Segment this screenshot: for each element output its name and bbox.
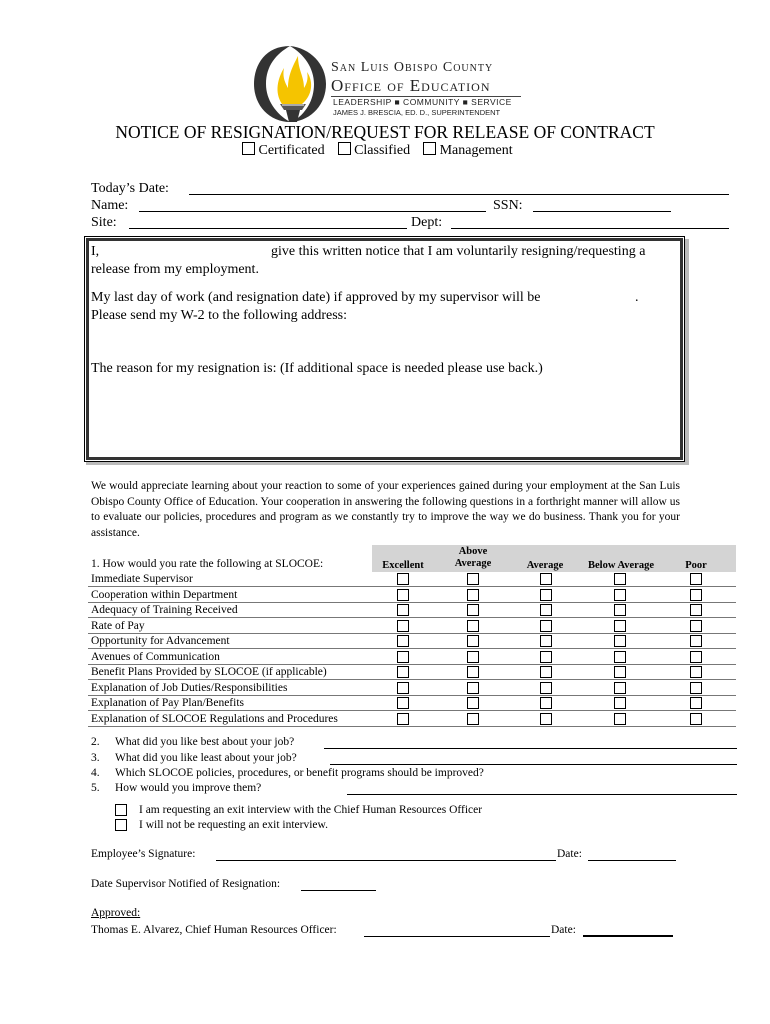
rating-item-label: Explanation of Job Duties/Responsibilities bbox=[91, 681, 288, 694]
rating-checkbox[interactable] bbox=[690, 604, 702, 616]
classified-label: Classified bbox=[354, 143, 411, 158]
col-above-average: Above Average bbox=[454, 546, 492, 569]
rating-checkbox[interactable] bbox=[467, 651, 479, 663]
rating-checkbox[interactable] bbox=[467, 620, 479, 632]
rating-checkbox[interactable] bbox=[540, 589, 552, 601]
rating-checkbox[interactable] bbox=[397, 620, 409, 632]
question-2-num: 2. bbox=[91, 736, 100, 748]
rating-checkbox[interactable] bbox=[540, 666, 552, 678]
site-label: Site: bbox=[91, 215, 117, 230]
rating-checkbox[interactable] bbox=[397, 713, 409, 725]
question-4-text: Which SLOCOE policies, procedures, or benefit programs should be improved? bbox=[115, 767, 484, 779]
notice-i-label: I, bbox=[91, 244, 100, 259]
question-5-num: 5. bbox=[91, 782, 100, 794]
rating-checkbox[interactable] bbox=[690, 682, 702, 694]
rating-checkbox[interactable] bbox=[397, 635, 409, 647]
rating-checkbox[interactable] bbox=[614, 589, 626, 601]
logo-line2: Office of Education bbox=[331, 76, 491, 95]
question-3-answer[interactable] bbox=[330, 764, 737, 765]
rating-checkbox[interactable] bbox=[614, 635, 626, 647]
rating-checkbox[interactable] bbox=[690, 697, 702, 709]
rating-checkbox[interactable] bbox=[614, 651, 626, 663]
management-checkbox[interactable] bbox=[423, 142, 436, 155]
classified-checkbox[interactable] bbox=[338, 142, 351, 155]
officer-date-label: Date: bbox=[551, 924, 576, 936]
last-day-period: . bbox=[635, 290, 639, 305]
ssn-field[interactable] bbox=[533, 211, 671, 212]
todays-date-label: Today’s Date: bbox=[91, 181, 169, 196]
col-excellent: Excellent bbox=[382, 560, 424, 571]
rating-checkbox[interactable] bbox=[614, 573, 626, 585]
rating-checkbox[interactable] bbox=[397, 651, 409, 663]
col-poor: Poor bbox=[685, 560, 707, 571]
officer-date-field[interactable] bbox=[583, 935, 673, 937]
rating-checkbox[interactable] bbox=[540, 697, 552, 709]
signature-date-label: Date: bbox=[557, 848, 582, 860]
torch-flame-icon bbox=[252, 44, 328, 124]
rating-checkbox[interactable] bbox=[540, 651, 552, 663]
logo-tagline: LEADERSHIP ■ COMMUNITY ■ SERVICE bbox=[333, 97, 512, 107]
rating-checkbox[interactable] bbox=[540, 573, 552, 585]
site-field[interactable] bbox=[129, 228, 407, 229]
name-label: Name: bbox=[91, 198, 129, 213]
rating-checkbox[interactable] bbox=[614, 713, 626, 725]
supervisor-notified-field[interactable] bbox=[301, 890, 376, 891]
rating-item-label: Explanation of SLOCOE Regulations and Procedures bbox=[91, 712, 338, 725]
rating-checkbox[interactable] bbox=[467, 713, 479, 725]
rating-checkbox[interactable] bbox=[690, 713, 702, 725]
exit-decline-checkbox[interactable] bbox=[115, 819, 127, 831]
rating-checkbox[interactable] bbox=[467, 666, 479, 678]
w2-text: Please send my W-2 to the following address: bbox=[91, 308, 347, 323]
signature-label: Employee’s Signature: bbox=[91, 848, 196, 860]
rating-checkbox[interactable] bbox=[467, 697, 479, 709]
rating-checkbox[interactable] bbox=[467, 635, 479, 647]
rating-checkbox[interactable] bbox=[540, 635, 552, 647]
certificated-label: Certificated bbox=[258, 143, 325, 158]
col-below-average: Below Average bbox=[588, 560, 654, 571]
rating-checkbox[interactable] bbox=[540, 620, 552, 632]
category-row bbox=[242, 142, 513, 160]
reason-text: The reason for my resignation is: (If additional space is needed please use back.) bbox=[91, 361, 543, 376]
rating-item-label: Avenues of Communication bbox=[91, 650, 220, 663]
col-average: Average bbox=[526, 560, 564, 571]
rating-item-label: Explanation of Pay Plan/Benefits bbox=[91, 697, 244, 709]
signature-date-field[interactable] bbox=[588, 860, 676, 861]
approved-label: Approved: bbox=[91, 907, 141, 919]
question-2-text: What did you like best about your job? bbox=[115, 736, 295, 748]
question-5-text: How would you improve them? bbox=[115, 782, 262, 794]
rating-checkbox[interactable] bbox=[397, 682, 409, 694]
rating-checkbox[interactable] bbox=[614, 697, 626, 709]
logo-line1: San Luis Obispo County bbox=[331, 60, 494, 75]
intro-paragraph: We would appreciate learning about your reaction to some of your experiences gained during your employment at the San Luis Obispo County Office of Education. Your cooperation in answering the following questions in a forthright manner will allow us to evaluate our policies, procedures and program as we constantly try to improve the way we do business. Thank you for your assistance. bbox=[91, 480, 680, 539]
rating-checkbox[interactable] bbox=[614, 682, 626, 694]
management-label: Management bbox=[439, 143, 513, 158]
notice-box-shadow bbox=[86, 462, 689, 465]
rating-item-label: Cooperation within Department bbox=[91, 588, 238, 601]
officer-signature-field[interactable] bbox=[364, 936, 550, 937]
rating-checkbox[interactable] bbox=[690, 589, 702, 601]
ssn-label: SSN: bbox=[493, 198, 523, 213]
notice-line2: release from my employment. bbox=[91, 262, 259, 277]
question-3-num: 3. bbox=[91, 752, 100, 764]
rating-checkbox[interactable] bbox=[467, 604, 479, 616]
rating-checkbox[interactable] bbox=[614, 620, 626, 632]
rating-row-divider bbox=[88, 726, 736, 727]
exit-request-label: I am requesting an exit interview with the Chief Human Resources Officer bbox=[139, 804, 483, 816]
rating-checkbox[interactable] bbox=[397, 666, 409, 678]
rating-checkbox[interactable] bbox=[397, 697, 409, 709]
dept-field[interactable] bbox=[451, 228, 729, 229]
notice-line1: give this written notice that I am voluntarily resigning/requesting a bbox=[271, 244, 646, 259]
rating-checkbox[interactable] bbox=[690, 635, 702, 647]
todays-date-field[interactable] bbox=[189, 194, 729, 195]
rating-checkbox[interactable] bbox=[540, 682, 552, 694]
rating-checkbox[interactable] bbox=[540, 713, 552, 725]
dept-label: Dept: bbox=[411, 215, 443, 230]
rating-checkbox[interactable] bbox=[467, 589, 479, 601]
logo-superintendent: JAMES J. BRESCIA, ED. D., SUPERINTENDENT bbox=[333, 108, 501, 117]
rating-item-label: Opportunity for Advancement bbox=[91, 635, 230, 647]
rating-question: 1. How would you rate the following at SLOCOE: bbox=[91, 558, 324, 570]
rating-checkbox[interactable] bbox=[690, 666, 702, 678]
exit-decline-label: I will not be requesting an exit interview. bbox=[139, 819, 328, 831]
rating-checkbox[interactable] bbox=[397, 604, 409, 616]
page-title: NOTICE OF RESIGNATION/REQUEST FOR RELEASE OF CONTRACT bbox=[115, 122, 655, 142]
question-2-answer[interactable] bbox=[324, 748, 737, 749]
rating-item-label: Adequacy of Training Received bbox=[91, 604, 238, 616]
notice-box-shadow-right bbox=[685, 239, 689, 465]
signature-field[interactable] bbox=[216, 860, 556, 861]
question-4-num: 4. bbox=[91, 767, 100, 779]
certificated-checkbox[interactable] bbox=[242, 142, 255, 155]
rating-item-label: Immediate Supervisor bbox=[91, 573, 193, 585]
rating-checkbox[interactable] bbox=[690, 651, 702, 663]
rating-item-label: Rate of Pay bbox=[91, 619, 145, 632]
name-field[interactable] bbox=[139, 211, 486, 212]
supervisor-notified-label: Date Supervisor Notified of Resignation: bbox=[91, 878, 281, 890]
rating-checkbox[interactable] bbox=[397, 589, 409, 601]
rating-checkbox[interactable] bbox=[540, 604, 552, 616]
question-5-answer[interactable] bbox=[347, 794, 737, 795]
rating-checkbox[interactable] bbox=[397, 573, 409, 585]
question-3-text: What did you like least about your job? bbox=[115, 752, 297, 764]
rating-item-label: Benefit Plans Provided by SLOCOE (if applicable) bbox=[91, 666, 327, 678]
rating-row-divider bbox=[88, 617, 736, 618]
rating-checkbox[interactable] bbox=[614, 666, 626, 678]
officer-label: Thomas E. Alvarez, Chief Human Resources Officer: bbox=[91, 924, 337, 936]
rating-checkbox[interactable] bbox=[467, 682, 479, 694]
rating-checkbox[interactable] bbox=[690, 620, 702, 632]
rating-checkbox[interactable] bbox=[467, 573, 479, 585]
last-day-text: My last day of work (and resignation date) if approved by my supervisor will be bbox=[91, 290, 541, 305]
rating-checkbox[interactable] bbox=[614, 604, 626, 616]
exit-request-checkbox[interactable] bbox=[115, 804, 127, 816]
rating-checkbox[interactable] bbox=[690, 573, 702, 585]
